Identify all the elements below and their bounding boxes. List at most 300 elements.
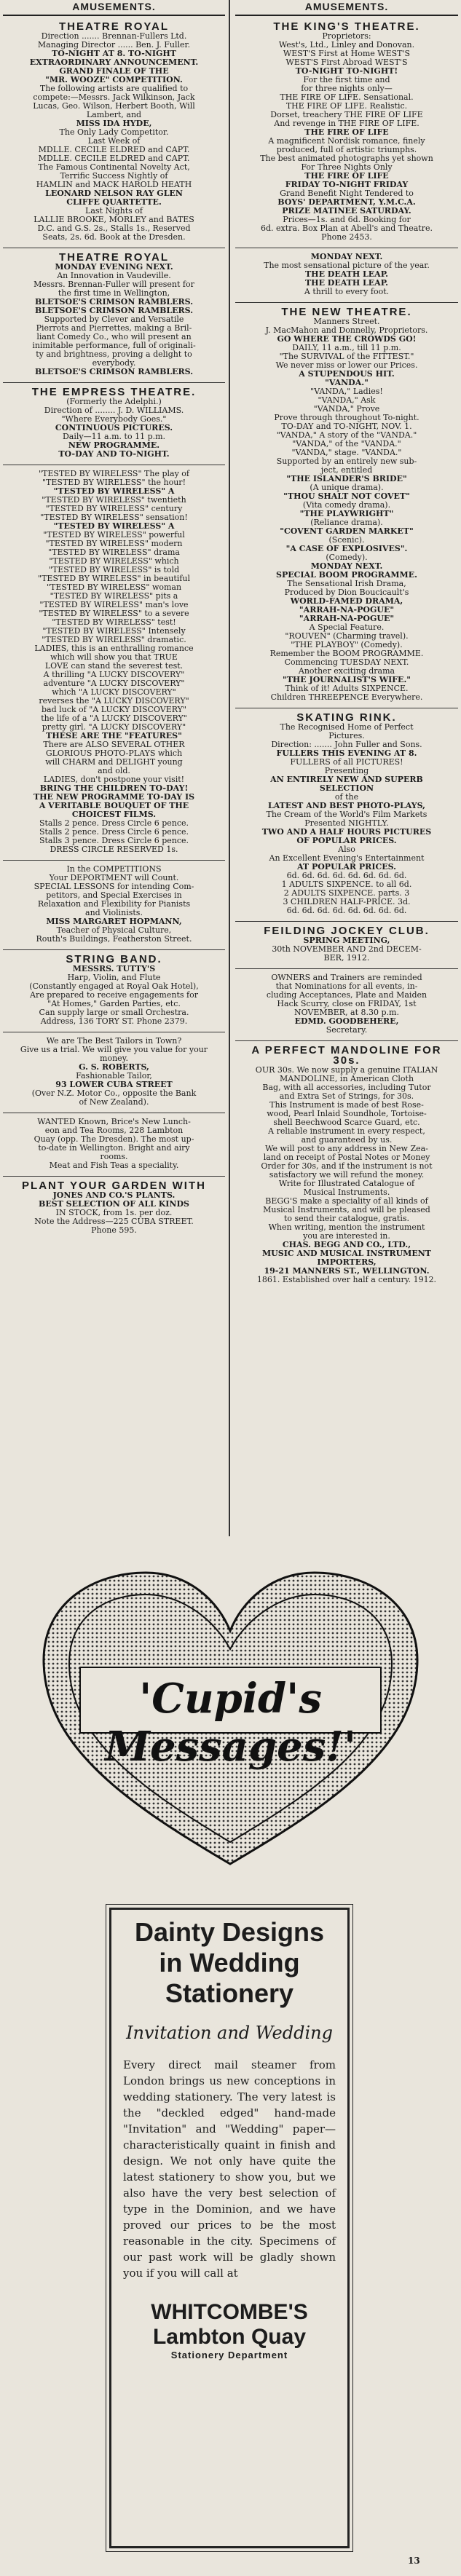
advert-line: Lambert, and xyxy=(86,111,142,119)
advert-line: and guaranteed by us. xyxy=(301,1136,393,1145)
advert-line: Meat and Fish Teas a speciality. xyxy=(49,1161,179,1170)
advert-line: everybody. xyxy=(92,359,136,368)
advert-line: 2 ADULTS SIXPENCE. parts. 3 xyxy=(283,889,410,898)
advert-line: satisfactory we will refund the money. xyxy=(269,1171,425,1180)
advert-line: Bag, with all accessories, including Tutor xyxy=(262,1083,431,1092)
advert-line: OF POPULAR PRICES. xyxy=(296,837,397,845)
advert-line: Phone 2453. xyxy=(321,233,372,242)
advert-line: "TESTED BY WIRELESS" drama xyxy=(48,548,180,557)
advert-line: Direction of ........ J. D. WILLIAMS. xyxy=(44,406,184,415)
advert-line: (Constantly engaged at Royal Oak Hotel), xyxy=(29,982,199,991)
advert-line: "THE PLAYBOY" (Comedy). xyxy=(291,641,403,649)
advert-line: Prove through throughout To-night. xyxy=(274,414,419,422)
right-column xyxy=(235,17,458,1532)
advert-body xyxy=(7,865,221,944)
advert-line: J. MacMahon and Donnelly, Proprietors. xyxy=(265,326,428,335)
advert-line: CONTINUOUS PICTURES. xyxy=(55,424,173,432)
right-section-header: AMUSEMENTS. xyxy=(235,0,458,16)
advert-line: Phone 595. xyxy=(91,1226,137,1235)
advert-line: "VANDA," A story of the "VANDA." xyxy=(276,431,417,440)
advert-body xyxy=(240,317,454,702)
advert-line: "VANDA," Prove xyxy=(313,405,380,414)
advert-line: OWNERS and Trainers are reminded xyxy=(271,973,422,982)
advert-line: Seats, 2s. 6d. Book at the Dresden. xyxy=(42,233,186,242)
advert-line: adventure "A LUCKY DISCOVERY" xyxy=(43,679,185,688)
advert-line: Musical Instruments. xyxy=(303,1188,390,1197)
right-ads-item xyxy=(235,708,458,922)
advert-line: THE NEW PROGRAMME TO-DAY IS xyxy=(33,793,195,802)
advert-line: "TESTED BY WIRELESS" A xyxy=(53,487,175,496)
advert-line: "VANDA," Ladies! xyxy=(310,387,383,396)
advert-line: And revenge in THE FIRE OF LIFE. xyxy=(274,119,419,128)
advert-line: Last Week of xyxy=(87,137,141,146)
advert-line: MISS IDA HYDE, xyxy=(76,119,152,128)
advert-line: The Recognised Home of Perfect xyxy=(280,723,414,732)
advert-line: For Three Nights Only xyxy=(301,163,393,172)
advert-line: bad luck of "A LUCKY DISCOVERY" xyxy=(41,706,186,714)
advert-line: WORLD-FAMED DRAMA, xyxy=(290,597,403,606)
advert-line: Presented NIGHTLY. xyxy=(304,819,389,828)
advert-line: Fashionable Tailor, xyxy=(76,1072,152,1080)
advert-line: "ROUVEN" (Charming travel). xyxy=(285,632,409,641)
advert-line: (Formerly the Adelphi.) xyxy=(66,398,162,406)
advert-line: Messrs. Brennan-Fuller will present for xyxy=(34,280,194,289)
advert-body xyxy=(7,1037,221,1107)
cupid-heart-illustration xyxy=(29,1565,432,1878)
advert-line: Last Nights of xyxy=(85,207,143,216)
advert-line: Routh's Buildings, Featherston Street. xyxy=(36,935,192,944)
advert-title: THE NEW THEATRE. xyxy=(281,306,412,318)
advert-line: Stalls 2 pence. Dress Circle 6 pence. xyxy=(39,819,189,828)
advert-line: Order for 30s, and if the instrument is not xyxy=(261,1162,433,1171)
advert-line: The following artists are qualified to xyxy=(39,84,189,93)
advert-line: that Nominations for all events, in- xyxy=(275,982,418,991)
advert-line: BLETSOE'S CRIMSON RAMBLERS. xyxy=(34,368,194,376)
advert-line: "VANDA," stage. "VANDA." xyxy=(291,449,402,457)
stationery-script-sample: Invitation and Wedding xyxy=(126,2023,333,2043)
advert-line: WANTED Known, Brice's New Lunch- xyxy=(37,1118,191,1126)
advert-line: 6d. extra. Box Plan at Abell's and Theatre. xyxy=(261,224,433,233)
advert-line: BEGG'S make a speciality of all kinds of xyxy=(265,1197,428,1206)
advert-line: 6d. 6d. 6d. 6d. 6d. 6d. 6d. 6d. xyxy=(286,872,407,880)
advert-line: For the first time and xyxy=(303,76,390,84)
advert-line: LEONARD NELSON RAY GLEN xyxy=(45,189,183,198)
advert-line: Think of it! Adults SIXPENCE. xyxy=(285,684,409,693)
advert-line: An Excellent Evening's Entertainment xyxy=(269,854,425,863)
advert-line: WEST'S First Abroad WEST'S xyxy=(285,58,408,67)
advert-line: (Vita comedy drama). xyxy=(302,501,391,510)
left-ads-item xyxy=(3,1113,225,1177)
advert-line: compete:—Messrs. Jack Wilkinson, Jack xyxy=(33,93,195,102)
advert-line: SELECTION xyxy=(319,784,374,793)
advert-line: "TESTED BY WIRELESS" in beautiful xyxy=(38,574,190,583)
advert-title: THE KING'S THEATRE. xyxy=(273,20,420,33)
advert-line: "TESTED BY WIRELESS" to a severe xyxy=(39,609,189,618)
advert-line: "TESTED BY WIRELESS" which xyxy=(49,557,179,566)
advert-line: 1 ADULTS SIXPENCE. to all 6d. xyxy=(281,880,412,889)
advert-line: Harp, Violin, and Flute xyxy=(67,973,161,982)
advert-line: MESSRS. TUTTY'S xyxy=(72,965,156,973)
advert-title: SKATING RINK. xyxy=(296,711,397,724)
advert-line: "TESTED BY WIRELESS" man's love xyxy=(39,601,189,609)
advert-line: When writing, mention the instrument xyxy=(268,1223,425,1232)
advert-line: LADIES, don't postpone your visit! xyxy=(43,775,185,784)
advert-line: "A CASE OF EXPLOSIVES". xyxy=(285,545,408,553)
advert-line: GRAND FINALE OF THE xyxy=(59,67,169,76)
advert-body xyxy=(7,398,221,459)
advert-line: "Where Everybody Goes." xyxy=(61,415,167,424)
advert-line: wood, Pearl Inlaid Soundhole, Tortoise- xyxy=(267,1110,427,1118)
advert-line: and Extra Set of Strings, for 30s. xyxy=(279,1092,414,1101)
advert-body xyxy=(7,965,221,1026)
advert-line: TWO AND A HALF HOURS PICTURES xyxy=(261,828,432,837)
advert-line: shell Beechwood Scarce Guard, etc. xyxy=(273,1118,420,1127)
advert-line: Commencing TUESDAY NEXT. xyxy=(284,658,409,667)
advert-line: "TESTED BY WIRELESS" is told xyxy=(48,566,180,574)
advert-body xyxy=(7,1118,221,1170)
advert-body xyxy=(7,1191,221,1235)
advert-line: Grand Benefit Night Tendered to xyxy=(280,189,414,198)
advert-line: 93 LOWER CUBA STREET xyxy=(55,1080,173,1089)
advert-line: LOVE can stand the severest test. xyxy=(44,662,184,671)
advert-line: reverses the "A LUCKY DISCOVERY" xyxy=(39,697,189,706)
advert-line: In the COMPETITIONS xyxy=(66,865,162,874)
advert-line: Can supply large or small Orchestra. xyxy=(39,1008,189,1017)
advert-line: GLORIOUS PHOTO-PLAYS which xyxy=(45,749,183,758)
advert-line: TO-DAY AND TO-NIGHT. xyxy=(58,450,170,459)
advert-line: THE FIRE OF LIFE xyxy=(304,172,389,181)
advert-line: Proprietors: xyxy=(322,32,371,41)
advert-title: PLANT YOUR GARDEN WITH xyxy=(22,1180,206,1192)
advert-body xyxy=(240,1066,454,1284)
right-ads-item xyxy=(235,17,458,248)
advert-line: "THE PLAYWRIGHT" xyxy=(299,510,394,518)
stationery-body: Every direct mail steamer from London brings us new conceptions in wedding stationery. The very latest is the "deckled edged" hand-made "Invitation" and "Wedding" paper—characteristically quaint in finish and design. We not only have quite the latest stationery to show you, but we also have the very best selection of type in the Dominion, and we have proved our prices to be the most reasonable in the city. Specimens of our past work will be gladly shown you if you will call at xyxy=(123,2058,336,2280)
advert-line: GO WHERE THE CROWDS GO! xyxy=(277,335,417,344)
advert-line: OUR 30s. We now supply a genuine ITALIAN xyxy=(255,1066,438,1075)
advert-line: which will show you that TRUE xyxy=(50,653,178,662)
advert-body xyxy=(240,32,454,242)
advert-line: A reliable instrument in every respect, xyxy=(268,1127,425,1136)
right-ads-item xyxy=(235,922,458,969)
advert-line: G. S. ROBERTS, xyxy=(79,1063,149,1072)
advert-line: CLIFFE QUARTETTE. xyxy=(66,198,162,207)
left-ads-item xyxy=(3,248,225,383)
advert-line: the first time in Wellington, xyxy=(58,289,170,298)
advert-line: for three nights only— xyxy=(301,84,393,93)
advert-line: cluding Acceptances, Plate and Maiden xyxy=(266,991,427,1000)
advert-title: STRING BAND. xyxy=(66,953,162,965)
right-ads-item xyxy=(235,248,458,303)
advert-line: Managing Director ...... Ben. J. Fuller. xyxy=(37,41,191,50)
left-ads-item xyxy=(3,465,225,861)
advert-line: ject, entitled xyxy=(320,466,373,475)
advert-line: MDLLE. CECILE ELDRED and CAPT. xyxy=(38,146,190,154)
advert-body xyxy=(240,973,454,1035)
advert-line: "ARRAH-NA-POGUE" xyxy=(299,615,395,623)
advert-line: "TESTED BY WIRELESS" A xyxy=(53,522,175,531)
advert-line: (Scenic). xyxy=(328,536,365,545)
advert-line: THE FIRE OF LIFE. Realistic. xyxy=(285,102,408,111)
advert-body xyxy=(7,32,221,242)
advert-line: EDMD. GOODBEHERE, xyxy=(294,1017,399,1026)
advert-body xyxy=(240,723,454,915)
advert-line: 6d. 6d. 6d. 6d. 6d. 6d. 6d. 6d. xyxy=(286,906,407,915)
advert-line: This Instrument is made of best Rose- xyxy=(269,1101,424,1110)
advert-line: Children THREEPENCE Everywhere. xyxy=(270,693,423,702)
advert-line: "TESTED BY WIRELESS" test! xyxy=(52,618,176,627)
advert-line: BLETSOE'S CRIMSON RAMBLERS. xyxy=(34,298,194,307)
advert-line: DAILY, 11 a.m., till 11 p.m. xyxy=(292,344,401,352)
advert-line: A Special Feature. xyxy=(309,623,385,632)
advert-line: We will post to any address in New Zea- xyxy=(265,1145,428,1153)
advert-line: Musical Instruments, and will be pleased xyxy=(263,1206,430,1214)
advert-line: A thrilling "A LUCKY DISCOVERY" xyxy=(43,671,185,679)
advert-line: MANDOLINE, in American Cloth xyxy=(279,1075,414,1083)
advert-line: A VERITABLE BOUQUET OF THE xyxy=(39,802,189,810)
advert-line: "MR. WOOZE" COMPETITION. xyxy=(45,76,183,84)
advert-line: Lucas, Geo. Wilson, Herbert Booth, Will xyxy=(33,102,195,111)
advert-line: Remember the BOOM PROGRAMME. xyxy=(269,649,424,658)
advert-line: "TESTED BY WIRELESS" sensation! xyxy=(40,513,188,522)
advert-line: FULLERS of all PICTURES! xyxy=(290,758,403,767)
advert-line: MISS MARGARET HOPMANN, xyxy=(46,917,182,926)
advert-line: The Cream of the World's Film Markets xyxy=(266,810,427,819)
advert-line: SPECIAL LESSONS for intending Com- xyxy=(34,882,194,891)
advert-line: 3 CHILDREN HALF-PRICE. 3d. xyxy=(283,898,411,906)
advert-line: "TESTED BY WIRELESS" pits a xyxy=(50,592,178,601)
advert-line: ty and brightness, proving a delight to xyxy=(36,350,192,359)
advert-line: A thrill to every foot. xyxy=(304,288,390,296)
stationery-department: Stationery Department xyxy=(170,2350,288,2360)
advert-line: Another exciting drama xyxy=(298,667,395,676)
advert-line: TO-DAY and TO-NIGHT, NOV. 1. xyxy=(281,422,412,431)
advert-line: "ARRAH-NA-POGUE" xyxy=(299,606,395,615)
advert-line: SPECIAL BOOM PROGRAMME. xyxy=(276,571,417,580)
advert-line: Produced by Dion Boucicault's xyxy=(284,588,409,597)
advert-line: Stalls 2 pence. Dress Circle 6 pence. xyxy=(39,828,189,837)
advert-line: Secretary. xyxy=(326,1026,368,1035)
advert-line: The Sensational Irish Drama, xyxy=(287,580,406,588)
advert-line: Pictures. xyxy=(328,732,365,740)
advert-line: "TESTED BY WIRELESS" twentieth xyxy=(42,496,186,505)
page-number: 13 xyxy=(408,2556,420,2566)
advert-line: to-date in Wellington. Bright and airy xyxy=(38,1144,190,1153)
advert-line: MONDAY EVENING NEXT. xyxy=(55,263,173,272)
advert-line: An Innovation in Vaudeville. xyxy=(57,272,171,280)
advert-line: SPRING MEETING, xyxy=(303,936,390,945)
advert-line: The Famous Continental Novelty Act, xyxy=(38,163,190,172)
advert-line: BER, 1912. xyxy=(323,954,370,963)
advert-line: HAMLIN and MACK HAROLD HEATH xyxy=(36,181,192,189)
advert-line: Hack Scurry, close on FRIDAY, 1st xyxy=(277,1000,417,1008)
left-ads-item xyxy=(3,1177,225,1241)
advert-body xyxy=(7,263,221,376)
advert-line: Note the Address—225 CUBA STREET. xyxy=(34,1217,194,1226)
advert-line: (A unique drama). xyxy=(310,483,384,492)
advert-line: "COVENT GARDEN MARKET" xyxy=(280,527,414,536)
advert-body xyxy=(240,936,454,963)
advert-line: to send their catalogue, gratis. xyxy=(283,1214,409,1223)
advert-line: Daily—11 a.m. to 11 p.m. xyxy=(62,432,166,441)
advert-line: Your DEPORTMENT will Count. xyxy=(49,874,179,882)
advert-line: DRESS CIRCLE RESERVED 1s. xyxy=(50,845,178,854)
advert-line: Prices—1s. and 6d. Booking for xyxy=(283,216,411,224)
advert-line: "VANDA," of the "VANDA." xyxy=(292,440,401,449)
advert-line: Also xyxy=(338,845,355,854)
right-ads-item xyxy=(235,1041,458,1290)
advert-title: A PERFECT MANDOLINE FOR 30s. xyxy=(251,1044,442,1067)
left-ads-item xyxy=(3,17,225,248)
advert-line: FULLERS THIS EVENING AT 8. xyxy=(276,749,417,758)
advert-line: of New Zealand). xyxy=(79,1098,149,1107)
advert-line: "TESTED BY WIRELESS" woman xyxy=(46,583,182,592)
advert-line: FRIDAY TO-NIGHT FRIDAY xyxy=(285,181,409,189)
advert-line: Pierrots and Pierrettes, making a Bril- xyxy=(36,324,192,333)
advert-line: EXTRAORDINARY ANNOUNCEMENT. xyxy=(29,58,199,67)
advert-line: rooms. xyxy=(100,1153,128,1161)
advert-line: 1861. Established over half a century. 1912. xyxy=(256,1276,437,1284)
advert-line: "THE ISLANDER'S BRIDE" xyxy=(286,475,407,483)
advert-line: (Comedy). xyxy=(326,553,368,562)
left-column xyxy=(3,17,225,1372)
advert-line: Teacher of Physical Culture, xyxy=(56,926,172,935)
advert-line: MDLLE. CECILE ELDRED and CAPT. xyxy=(38,154,190,163)
advert-line: JONES AND CO.'S PLANTS. xyxy=(52,1191,176,1200)
advert-line: of the xyxy=(334,793,359,802)
advert-line: Address, 136 TORY ST. Phone 2379. xyxy=(40,1017,188,1026)
stationery-heading: Dainty Designs in Wedding Stationery xyxy=(134,1917,325,2008)
advert-line: AT POPULAR PRICES. xyxy=(297,863,396,872)
stationery-firm-name: WHITCOMBE'S xyxy=(151,2300,308,2324)
advert-line: LADIES, this is an enthralling romance xyxy=(34,644,194,653)
advert-line: pretty girl. "A LUCKY DISCOVERY" xyxy=(42,723,186,732)
advert-line: Dorset, treachery THE FIRE OF LIFE xyxy=(270,111,423,119)
advert-line: inimitable performance, full of originali- xyxy=(32,341,196,350)
advert-line: "THOU SHALT NOT COVET" xyxy=(283,492,410,501)
advert-line: A STUPENDOUS HIT. xyxy=(299,370,395,379)
advert-line: LALLIE BROOKE, MORLEY and BATES xyxy=(34,216,194,224)
left-ads-item xyxy=(3,1032,225,1113)
advert-line: Manners Street. xyxy=(313,317,380,326)
advert-line: WEST'S First at Home WEST'S xyxy=(283,50,411,58)
advert-title: THEATRE ROYAL xyxy=(58,20,169,33)
advert-line: CHAS. BEGG AND CO., LTD., xyxy=(282,1241,411,1249)
advert-line: "TESTED BY WIRELESS" powerful xyxy=(43,531,185,540)
advert-line: Supported by Clever and Versatile xyxy=(44,315,184,324)
advert-line: THE FIRE OF LIFE xyxy=(304,128,389,137)
advert-line: 19-21 MANNERS ST., WELLINGTON. xyxy=(264,1267,430,1276)
advert-line: NOVEMBER, at 8.30 p.m. xyxy=(293,1008,399,1017)
advert-line: THE FIRE OF LIFE. Sensational. xyxy=(280,93,414,102)
advert-line: Are prepared to receive engagements for xyxy=(30,991,198,1000)
left-ads-item xyxy=(3,950,225,1032)
advert-line: "VANDA," Ask xyxy=(318,396,376,405)
advert-line: TO-NIGHT TO-NIGHT! xyxy=(295,67,398,76)
advert-line: TO-NIGHT AT 8. TO-NIGHT xyxy=(52,50,176,58)
advert-line: BEST SELECTION OF ALL KINDS xyxy=(39,1200,189,1209)
advert-line: IMPORTERS, xyxy=(317,1258,377,1267)
advert-line: (Over N.Z. Motor Co., opposite the Bank xyxy=(31,1089,197,1098)
right-ads-item xyxy=(235,969,458,1041)
advert-line: We never miss or lower our Prices. xyxy=(275,361,418,370)
advert-line: Relaxation and Flexibility for Pianists xyxy=(37,900,191,909)
advert-line: "TESTED BY WIRELESS" the hour! xyxy=(42,478,186,487)
advert-line: MONDAY NEXT. xyxy=(310,253,383,261)
column-divider xyxy=(229,0,230,1536)
advert-line: petitors, and Special Exercises in xyxy=(46,891,182,900)
advert-line: the life of a "A LUCKY DISCOVERY" xyxy=(41,714,187,723)
advert-line: (Reliance drama). xyxy=(310,518,383,527)
left-section-header: AMUSEMENTS. xyxy=(3,0,225,16)
advert-line: NEW PROGRAMME. xyxy=(68,441,160,450)
right-ads-item xyxy=(235,303,458,708)
advert-line: "VANDA." xyxy=(325,379,369,387)
advert-line: MONDAY NEXT. xyxy=(310,562,383,571)
advert-line: Terrific Success Nightly of xyxy=(60,172,168,181)
advert-line: "TESTED BY WIRELESS" dramatic. xyxy=(42,636,186,644)
advert-line: THE DEATH LEAP. xyxy=(305,270,388,279)
advert-line: "TESTED BY WIRELESS" The play of xyxy=(39,470,189,478)
advert-line: BRING THE CHILDREN TO-DAY! xyxy=(39,784,189,793)
advert-line: Supported by an entirely new sub- xyxy=(276,457,417,466)
advert-line: D.C. and G.S. 2s., Stalls 1s., Reserved xyxy=(37,224,191,233)
cupid-title: 'Cupid's Messages!' xyxy=(105,1675,356,1771)
advert-title: THEATRE ROYAL xyxy=(58,251,169,264)
advert-line: CHOICEST FILMS. xyxy=(71,810,157,819)
advert-line: will CHARM and DELIGHT young xyxy=(45,758,183,767)
advert-line: LATEST AND BEST PHOTO-PLAYS, xyxy=(267,802,425,810)
advert-line: "The SURVIVAL of the FITTEST." xyxy=(279,352,414,361)
left-ads-item xyxy=(3,861,225,950)
advert-line: Direction ....... Brennan-Fullers Ltd. xyxy=(41,32,187,41)
advert-title: FEILDING JOCKEY CLUB. xyxy=(264,925,430,937)
advert-line: PRIZE MATINEE SATURDAY. xyxy=(282,207,411,216)
advert-line: produced, full of artistic triumphs. xyxy=(276,146,417,154)
advert-line: land on receipt of Postal Notes or Money xyxy=(263,1153,430,1162)
advert-line: THESE ARE THE "FEATURES" xyxy=(46,732,182,740)
advert-line: "THE JOURNALIST'S WIFE." xyxy=(282,676,411,684)
advert-line: liant Comedy Co., who will present an xyxy=(36,333,192,341)
advert-line: "TESTED BY WIRELESS" modern xyxy=(45,540,183,548)
advert-line: The most sensational picture of the year. xyxy=(264,261,430,270)
advert-line: IN STOCK, from 1s. per doz. xyxy=(55,1209,173,1217)
advert-line: BOYS' DEPARTMENT, Y.M.C.A. xyxy=(277,198,416,207)
advert-line: Write for Illustrated Catalogue of xyxy=(278,1180,415,1188)
advert-line: We are The Best Tailors in Town? xyxy=(46,1037,182,1046)
advert-line: THE DEATH LEAP. xyxy=(305,279,388,288)
advert-line: Quay (opp. The Dresden). The most up- xyxy=(34,1135,194,1144)
advert-line: West's, Ltd., Linley and Donovan. xyxy=(278,41,415,50)
advert-line: "At Homes," Garden Parties, etc. xyxy=(47,1000,181,1008)
advert-line: eon and Tea Rooms, 228 Lambton xyxy=(44,1126,184,1135)
left-ads-item xyxy=(3,383,225,465)
advert-body xyxy=(240,253,454,296)
advert-line: A magnificent Nordisk romance, finely xyxy=(268,137,425,146)
advert-line: Presenting xyxy=(324,767,369,775)
advert-line: you are interested in. xyxy=(303,1232,390,1241)
advert-line: The best animated photographs yet shown xyxy=(260,154,433,163)
advert-line: and old. xyxy=(98,767,130,775)
advert-line: MUSIC AND MUSICAL INSTRUMENT xyxy=(262,1249,431,1258)
advert-title: THE EMPRESS THEATRE. xyxy=(31,386,197,398)
advert-line: There are ALSO SEVERAL OTHER xyxy=(43,740,185,749)
advert-line: and Violinists. xyxy=(85,909,143,917)
stationery-advert xyxy=(109,1908,350,2548)
advert-body xyxy=(7,470,221,854)
stationery-firm-street: Lambton Quay xyxy=(152,2325,306,2349)
advert-line: Stalls 3 pence. Dress Circle 6 pence. xyxy=(39,837,189,845)
